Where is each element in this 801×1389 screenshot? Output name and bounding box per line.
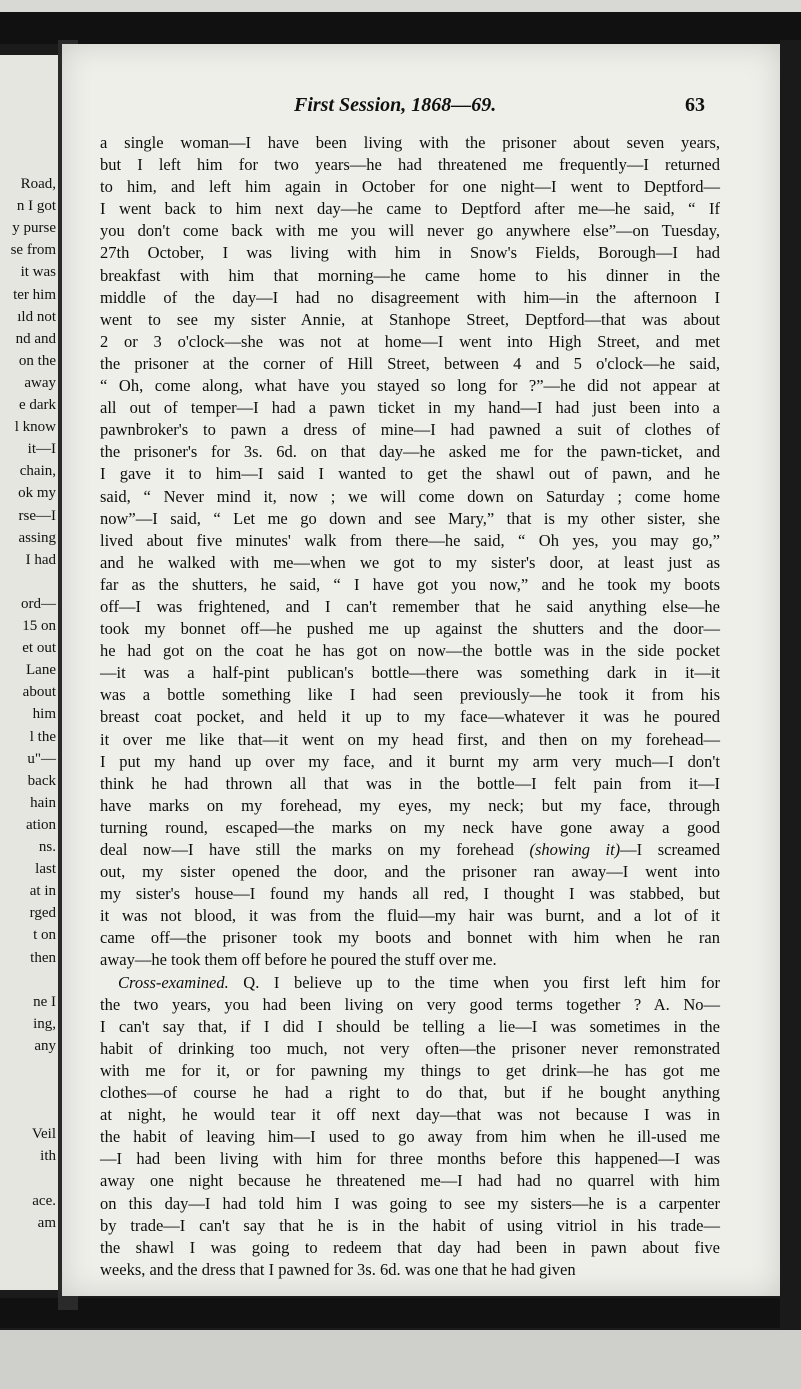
text-line: I went back to him next day—he came to Deptford after me—he said, “ If [100, 199, 720, 219]
left-page-fragment: e dark [18, 397, 56, 413]
left-page-fragment: about [22, 684, 56, 701]
left-page-fragment: t on [33, 927, 56, 944]
text-line: I can't say that, if I did I should be telling a lie—I was sometimes in the [100, 1016, 720, 1036]
text-line: came off—the prisoner took my boots and bonnet with him when he ran [100, 928, 720, 948]
body-text [100, 132, 720, 1281]
scan-bottom-margin [0, 1330, 801, 1389]
text-line: with me for it, or for pawning my things to get drink—he has got me [100, 1060, 720, 1080]
left-page-fragment: ace. [32, 1192, 56, 1209]
left-page-fragment: it was [20, 264, 56, 281]
left-page-fragment: assing [18, 529, 56, 546]
text-line: 27th October, I was living with him in Snow's Fields, Borough—I had [100, 243, 720, 263]
left-page-fragment: rged [29, 905, 56, 922]
text-line: it was not blood, it was from the fluid—my hair was burnt, and a lot of it [100, 906, 720, 926]
text-line: away—he took them off before he poured the stuff over me. [100, 950, 497, 970]
text-line: deal now—I have still the marks on my forehead (showing it)—I screamed [100, 840, 721, 859]
text-line: pawnbroker's to pawn a dress of mine—I had pawned a suit of clothes of [100, 420, 720, 440]
text-line: the prisoner at the corner of Hill Street, between 4 and 5 o'clock—he said, [100, 353, 720, 373]
left-page-fragment: then [30, 949, 56, 966]
left-page-fragment: l know [14, 419, 56, 436]
text-line: to him, and left him again in October for one night—I went to Deptford— [100, 177, 720, 197]
left-page-fragment: ter him [13, 286, 56, 303]
left-page-fragment: on the [18, 352, 56, 369]
left-page-fragment: Lane [26, 662, 56, 679]
text-line: all out of temper—I had a pawn ticket in my hand—I had just been into a [100, 398, 720, 418]
text-line: have marks on my forehead, my eyes, my neck; but my face, through [100, 795, 720, 815]
left-page-fragment: 15 on [22, 618, 56, 634]
scan-top-shadow [0, 12, 801, 44]
text-line: far as the shutters, he said, “ I have got you now,” and he took my boots [100, 574, 720, 594]
left-page-fragment: him [32, 706, 56, 723]
left-page-fragment: se from [10, 242, 56, 259]
text-line: he had got on the coat he has got on now—the bottle was in the side pocket [100, 641, 720, 661]
left-page-fragment: hain [30, 794, 56, 811]
left-page-fragment: any [34, 1037, 56, 1054]
text-line: —I had been living with him for three months before this happened—I was [100, 1149, 720, 1169]
text-line: breakfast with him that morning—he came home to his dinner in the [100, 265, 720, 285]
text-line: habit of drinking too much, not very often—the prisoner never remonstrated [100, 1038, 720, 1058]
text-line: think he had thrown all that was in the bottle—I felt pain from it—I [100, 773, 720, 793]
left-page-fragment: am [37, 1214, 56, 1231]
left-page-fragment: ing, [33, 1015, 56, 1032]
text-line: out, my sister opened the door, and the prisoner ran away—I went into [100, 862, 720, 882]
text-line: Cross-examined. Q. I believe up to the time when you first left him for [118, 972, 720, 992]
left-page-fragment: at in [29, 883, 56, 900]
left-page-fragment: u"— [27, 750, 56, 767]
text-line: my sister's house—I found my hands all red, I thought I was stabbed, but [100, 884, 720, 904]
left-page-fragment: ıld not [17, 308, 56, 325]
left-page-fragment: ok my [18, 485, 56, 502]
text-line: at night, he would tear it off next day—that was not because I was in [100, 1105, 720, 1125]
text-line: you don't come back with me you will never go anywhere else”—on Tuesday, [100, 221, 720, 241]
left-page-fragment: ne I [33, 993, 56, 1010]
left-page-fragment: et out [22, 640, 56, 657]
left-page-fragment: ns. [38, 839, 56, 855]
left-page-fragment: away [24, 374, 56, 391]
text-line: turning round, escaped—the marks on my neck have gone away a good [100, 817, 720, 837]
text-line: by trade—I can't say that he is in the habit of using vitriol in his trade— [100, 1215, 720, 1235]
running-title: First Session, 1868—69. [294, 94, 497, 116]
text-line: went to see my sister Annie, at Stanhope Street, Deptford—that was about [100, 309, 720, 329]
text-line: breast coat pocket, and held it up to my face—whatever it was he poured [100, 707, 720, 727]
left-page-fragment: nd and [15, 330, 56, 347]
text-line: took my bonnet off—he pushed me up against the shutters and the door— [100, 619, 720, 639]
left-page-edge [0, 55, 61, 1290]
text-line: I put my hand up over my face, and it burnt my arm very much—I don't [100, 751, 720, 771]
text-line: clothes—of course he had a right to do that, but if he bought anything [100, 1083, 720, 1103]
text-line: the prisoner's for 3s. 6d. on that day—he asked me for the pawn-ticket, and [100, 442, 720, 462]
text-line: but I left him for two years—he had threatened me frequently—I returned [100, 155, 720, 175]
text-line: middle of the day—I had no disagreement with him—in the afternoon I [100, 287, 720, 307]
text-line: lived about five minutes' walk from there—he said, “ Oh yes, you may go,” [100, 530, 720, 550]
text-line: was a bottle something like I had seen previously—he took it from his [100, 685, 720, 705]
text-line: weeks, and the dress that I pawned for 3s. 6d. was one that he had given [100, 1259, 576, 1279]
page [62, 44, 780, 1296]
scan-bottom-shadow [0, 1298, 801, 1328]
text-line: the two years, you had been living on very good terms together ? A. No— [100, 994, 720, 1014]
text-line: —it was a half-pint publican's bottle—there was something dark in it—it [100, 663, 720, 683]
text-line: the shawl I was going to redeem that day had been in pawn about five [100, 1237, 720, 1257]
scan-right-edge [780, 40, 801, 1330]
text-line: off—I was frightened, and I can't remember that he said anything else—he [100, 596, 720, 616]
left-page-fragment: l the [29, 728, 56, 745]
left-page-fragment: n I got [16, 198, 56, 215]
text-line: it over me like that—it went on my head first, and then on my forehead— [100, 729, 720, 749]
text-line: away one night because he threatened me—I had had no quarrel with him [100, 1171, 720, 1191]
left-page-fragment: Road, [20, 176, 56, 192]
left-page-fragment: ation [26, 816, 56, 833]
left-page-fragment: ith [40, 1148, 56, 1165]
text-line: I gave it to him—I said I wanted to get the shawl out of pawn, and he [100, 464, 720, 484]
left-page-fragment: chain, [19, 463, 56, 480]
text-line: on this day—I had told him I was going to see my sisters—he is a carpenter [100, 1193, 720, 1213]
text-line: 2 or 3 o'clock—she was not at home—I went into High Street, and met [100, 331, 720, 351]
text-line: the habit of leaving him—I used to go away from him when he ill-used me [100, 1127, 720, 1147]
left-page-fragment: y purse [12, 220, 56, 237]
text-line: said, “ Never mind it, now ; we will come down on Saturday ; come home [100, 486, 720, 506]
text-line: a single woman—I have been living with the prisoner about seven years, [100, 133, 720, 152]
left-page-fragment: Veil [31, 1126, 56, 1143]
left-page-fragment: ord— [21, 595, 56, 612]
left-page-fragment: rse—I [18, 507, 56, 524]
running-head [62, 94, 780, 118]
left-page-fragment: it—I [27, 441, 56, 458]
text-line: now”—I said, “ Let me go down and see Mary,” that is my other sister, she [100, 508, 720, 528]
text-line: “ Oh, come along, what have you stayed so long for ?”—he did not appear at [100, 376, 720, 396]
left-page-fragment: I had [25, 551, 56, 568]
page-number: 63 [685, 94, 705, 116]
left-page-fragment: back [27, 772, 56, 789]
text-line: and he walked with me—when we got to my sister's door, at least just as [100, 552, 720, 572]
left-page-fragment: last [35, 861, 56, 878]
